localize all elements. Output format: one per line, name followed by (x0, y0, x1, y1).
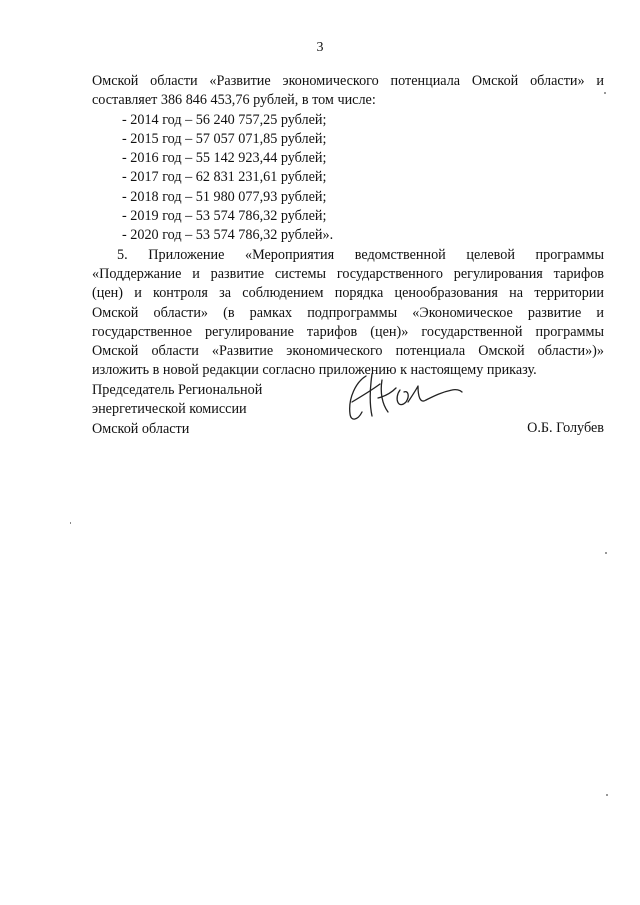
year-item: - 2017 год – 62 831 231,61 рублей; (122, 169, 327, 186)
scan-speck (70, 522, 71, 524)
paragraph5-line: изложить в новой редакции согласно приложению к настоящему приказу. (92, 362, 537, 379)
intro-line: составляет 386 846 453,76 рублей, в том числе: (92, 92, 376, 109)
signer-position-line: Председатель Региональной (92, 382, 263, 398)
year-item: - 2014 год – 56 240 757,25 рублей; (122, 111, 327, 128)
signer-name: О.Б. Голубев (527, 420, 604, 436)
paragraph5-line: Омской области «Развитие экономического потенциала Омской области»)» (92, 343, 604, 360)
handwritten-signature (342, 368, 464, 430)
year-item: - 2018 год – 51 980 077,93 рублей; (122, 188, 327, 205)
signer-position-line: Омской области (92, 420, 190, 437)
paragraph5-line: 5. Приложение «Мероприятия ведомственной целевой программы (117, 246, 604, 263)
paragraph5-line: Омской области» (в рамках подпрограммы «Экономическое развитие и (92, 304, 604, 321)
paragraph5-line: «Поддержание и развитие системы государственного регулирования тарифов (92, 265, 604, 282)
year-item: - 2020 год – 53 574 786,32 рублей». (122, 227, 334, 244)
scan-speck (604, 92, 606, 94)
paragraph5-line: государственное регулирование тарифов (цен)» государственной программы (92, 323, 604, 340)
scan-speck (606, 794, 608, 796)
year-item: - 2019 год – 53 574 786,32 рублей; (122, 208, 327, 225)
signer-position-line: энергетической комиссии (92, 401, 247, 418)
page-number: 3 (316, 40, 324, 55)
body-text (92, 72, 604, 381)
signer-position (92, 381, 352, 439)
scan-speck (605, 552, 607, 554)
year-item: - 2015 год – 57 057 071,85 рублей; (122, 130, 327, 147)
intro-line: Омской области «Развитие экономического потенциала Омской области» и (92, 73, 604, 89)
paragraph5-line: (цен) и контроля за соблюдением порядка ценообразования на территории (92, 285, 604, 302)
year-item: - 2016 год – 55 142 923,44 рублей; (122, 150, 327, 167)
